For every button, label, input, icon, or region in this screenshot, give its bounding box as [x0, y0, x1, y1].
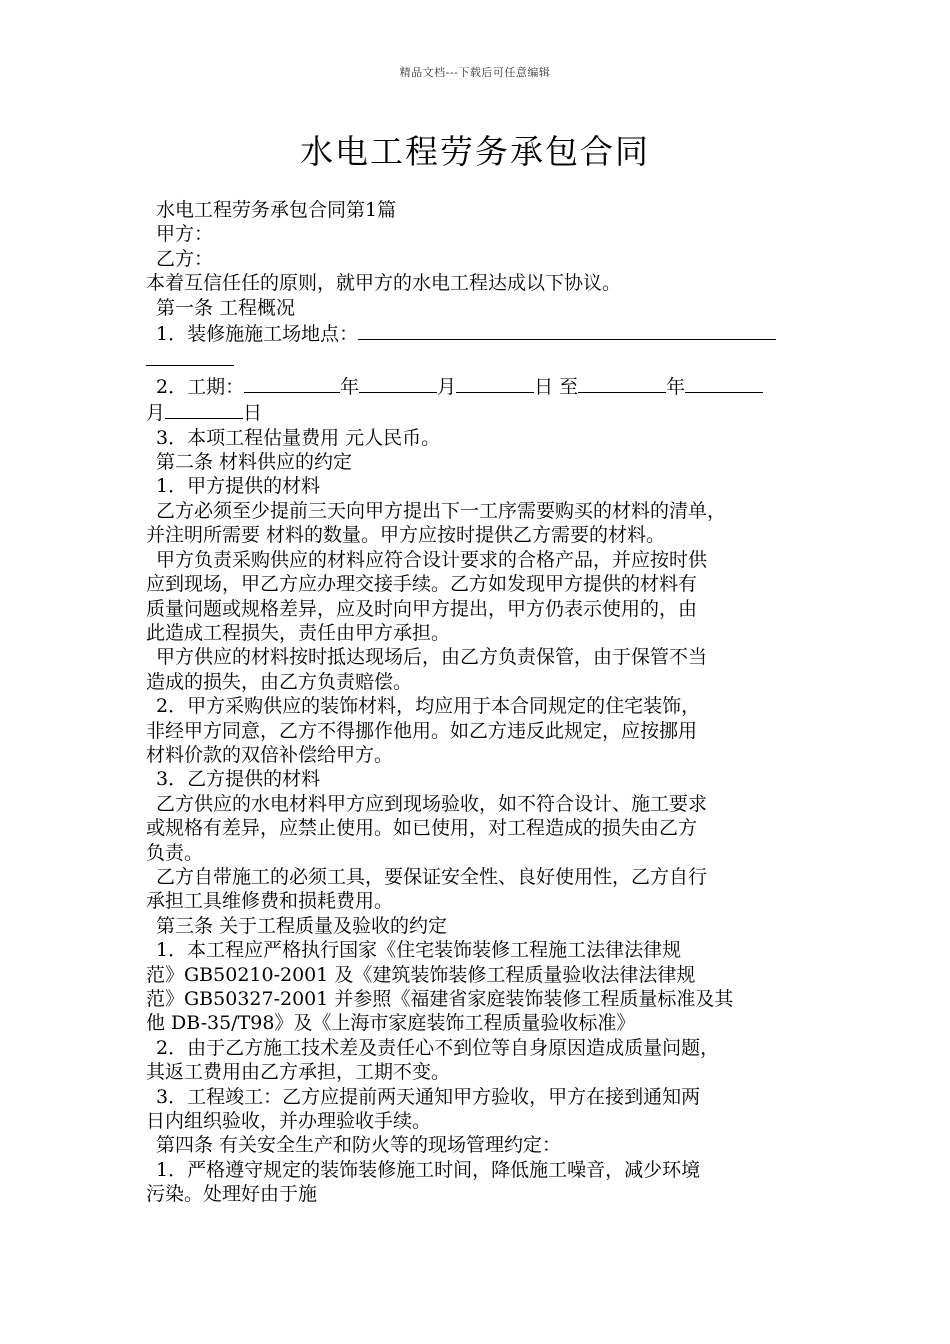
clause-line: 3．乙方提供的材料 [156, 768, 321, 791]
day-to-label: 日 至 [534, 375, 579, 398]
paragraph-line: 承担工具维修费和损耗费用。 [146, 890, 394, 913]
paragraph-line: 乙方供应的水电材料甲方应到现场验收，如不符合设计、施工要求 [156, 792, 708, 815]
paragraph-line: 2．由于乙方施工技术差及责任心不到位等自身原因造成质量问题， [156, 1036, 720, 1059]
clause-text: 2．工期： [156, 375, 245, 398]
blank-underline [165, 399, 243, 419]
paragraph-line: 负责。 [146, 841, 204, 864]
paragraph-line: 此造成工程损失，责任由甲方承担。 [146, 621, 451, 644]
document-title: 水电工程劳务承包合同 [300, 132, 650, 171]
paragraph-line: 非经甲方同意，乙方不得挪作他用。如乙方违反此规定，应按挪用 [146, 719, 698, 742]
schedule-line [146, 373, 816, 399]
paragraph-line: 质量问题或规格差异，应及时向甲方提出，甲方仍表示使用的，由 [146, 597, 698, 620]
page-header-note: 精品文档---下载后可任意编辑 [399, 66, 551, 79]
article-heading: 第一条 工程概况 [156, 296, 296, 319]
schedule-line-continued [146, 399, 816, 425]
month-label: 月 [146, 402, 166, 425]
clause-line [146, 320, 816, 346]
paragraph-line: 3．工程竣工：乙方应提前两天通知甲方验收，甲方在接到通知两 [156, 1085, 701, 1108]
article-heading: 第三条 关于工程质量及验收的约定 [156, 914, 448, 937]
paragraph-line: 乙方自带施工的必须工具，要保证安全性、良好使用性，乙方自行 [156, 865, 708, 888]
party-b-line: 乙方： [156, 247, 214, 270]
paragraph-line: 污染。处理好由于施 [146, 1183, 318, 1206]
paragraph-line: 范》GB50210-2001 及《建筑装饰装修工程质量验收法律法律规 [146, 963, 696, 986]
clause-line: 1．甲方提供的材料 [156, 475, 321, 498]
blank-underline [359, 373, 437, 393]
paragraph-line: 其返工费用由乙方承担，工期不变。 [146, 1061, 451, 1084]
clause-line: 3．本项工程估量费用 元人民币。 [156, 426, 441, 449]
year-label: 年 [666, 375, 686, 398]
paragraph-line: 范》GB50327-2001 并参照《福建省家庭装饰装修工程质量标准及其 [146, 988, 734, 1010]
blank-line [146, 346, 816, 372]
paragraph-line: 甲方负责采购供应的材料应符合设计要求的合格产品，并应按时供 [156, 548, 708, 571]
paragraph-line: 日内组织验收，并办理验收手续。 [146, 1110, 432, 1133]
article-heading: 第二条 材料供应的约定 [156, 451, 353, 474]
paragraph-line: 材料价款的双倍补偿给甲方。 [146, 743, 394, 766]
month-label: 月 [437, 375, 457, 398]
paragraph-line: 乙方必须至少提前三天向甲方提出下一工序需要购买的材料的清单， [156, 499, 727, 522]
paragraph-line: 他 DB-35/T98》及《上海市家庭装饰工程质量验收标准》 [146, 1012, 636, 1035]
blank-underline [456, 373, 534, 393]
paragraph-line: 2．甲方采购供应的装饰材料，均应用于本合同规定的住宅装饰， [156, 695, 701, 718]
day-label: 日 [243, 402, 263, 425]
paragraph-line: 应到现场，甲乙方应办理交接手续。乙方如发现甲方提供的材料有 [146, 573, 698, 596]
article-heading: 第四条 有关安全生产和防火等的现场管理约定： [156, 1134, 562, 1157]
party-a-line: 甲方： [156, 223, 214, 246]
year-label: 年 [340, 375, 360, 398]
paragraph-line: 造成的损失，由乙方负责赔偿。 [146, 670, 413, 693]
blank-underline [358, 320, 776, 340]
paragraph-line: 1．严格遵守规定的装饰装修施工时间，降低施工噪音，减少环境 [156, 1158, 701, 1181]
blank-underline [685, 373, 763, 393]
preamble-line: 本着互信任任的原则，就甲方的水电工程达成以下协议。 [146, 272, 622, 295]
contract-body [146, 198, 816, 1207]
paragraph-line: 并注明所需要 材料的数量。甲方应按时提供乙方需要的材料。 [146, 524, 666, 547]
blank-underline [244, 373, 340, 393]
paragraph-line: 或规格有差异，应禁止使用。如已使用，对工程造成的损失由乙方 [146, 817, 698, 840]
blank-underline [578, 373, 666, 393]
section-heading: 水电工程劳务承包合同第1篇 [156, 199, 397, 221]
blank-underline [146, 346, 234, 366]
paragraph-line: 1．本工程应严格执行国家《住宅装饰装修工程施工法律法律规 [156, 939, 682, 962]
clause-text: 1．装修施施工场地点： [156, 323, 359, 346]
paragraph-line: 甲方供应的材料按时抵达现场后，由乙方负责保管，由于保管不当 [156, 646, 708, 669]
